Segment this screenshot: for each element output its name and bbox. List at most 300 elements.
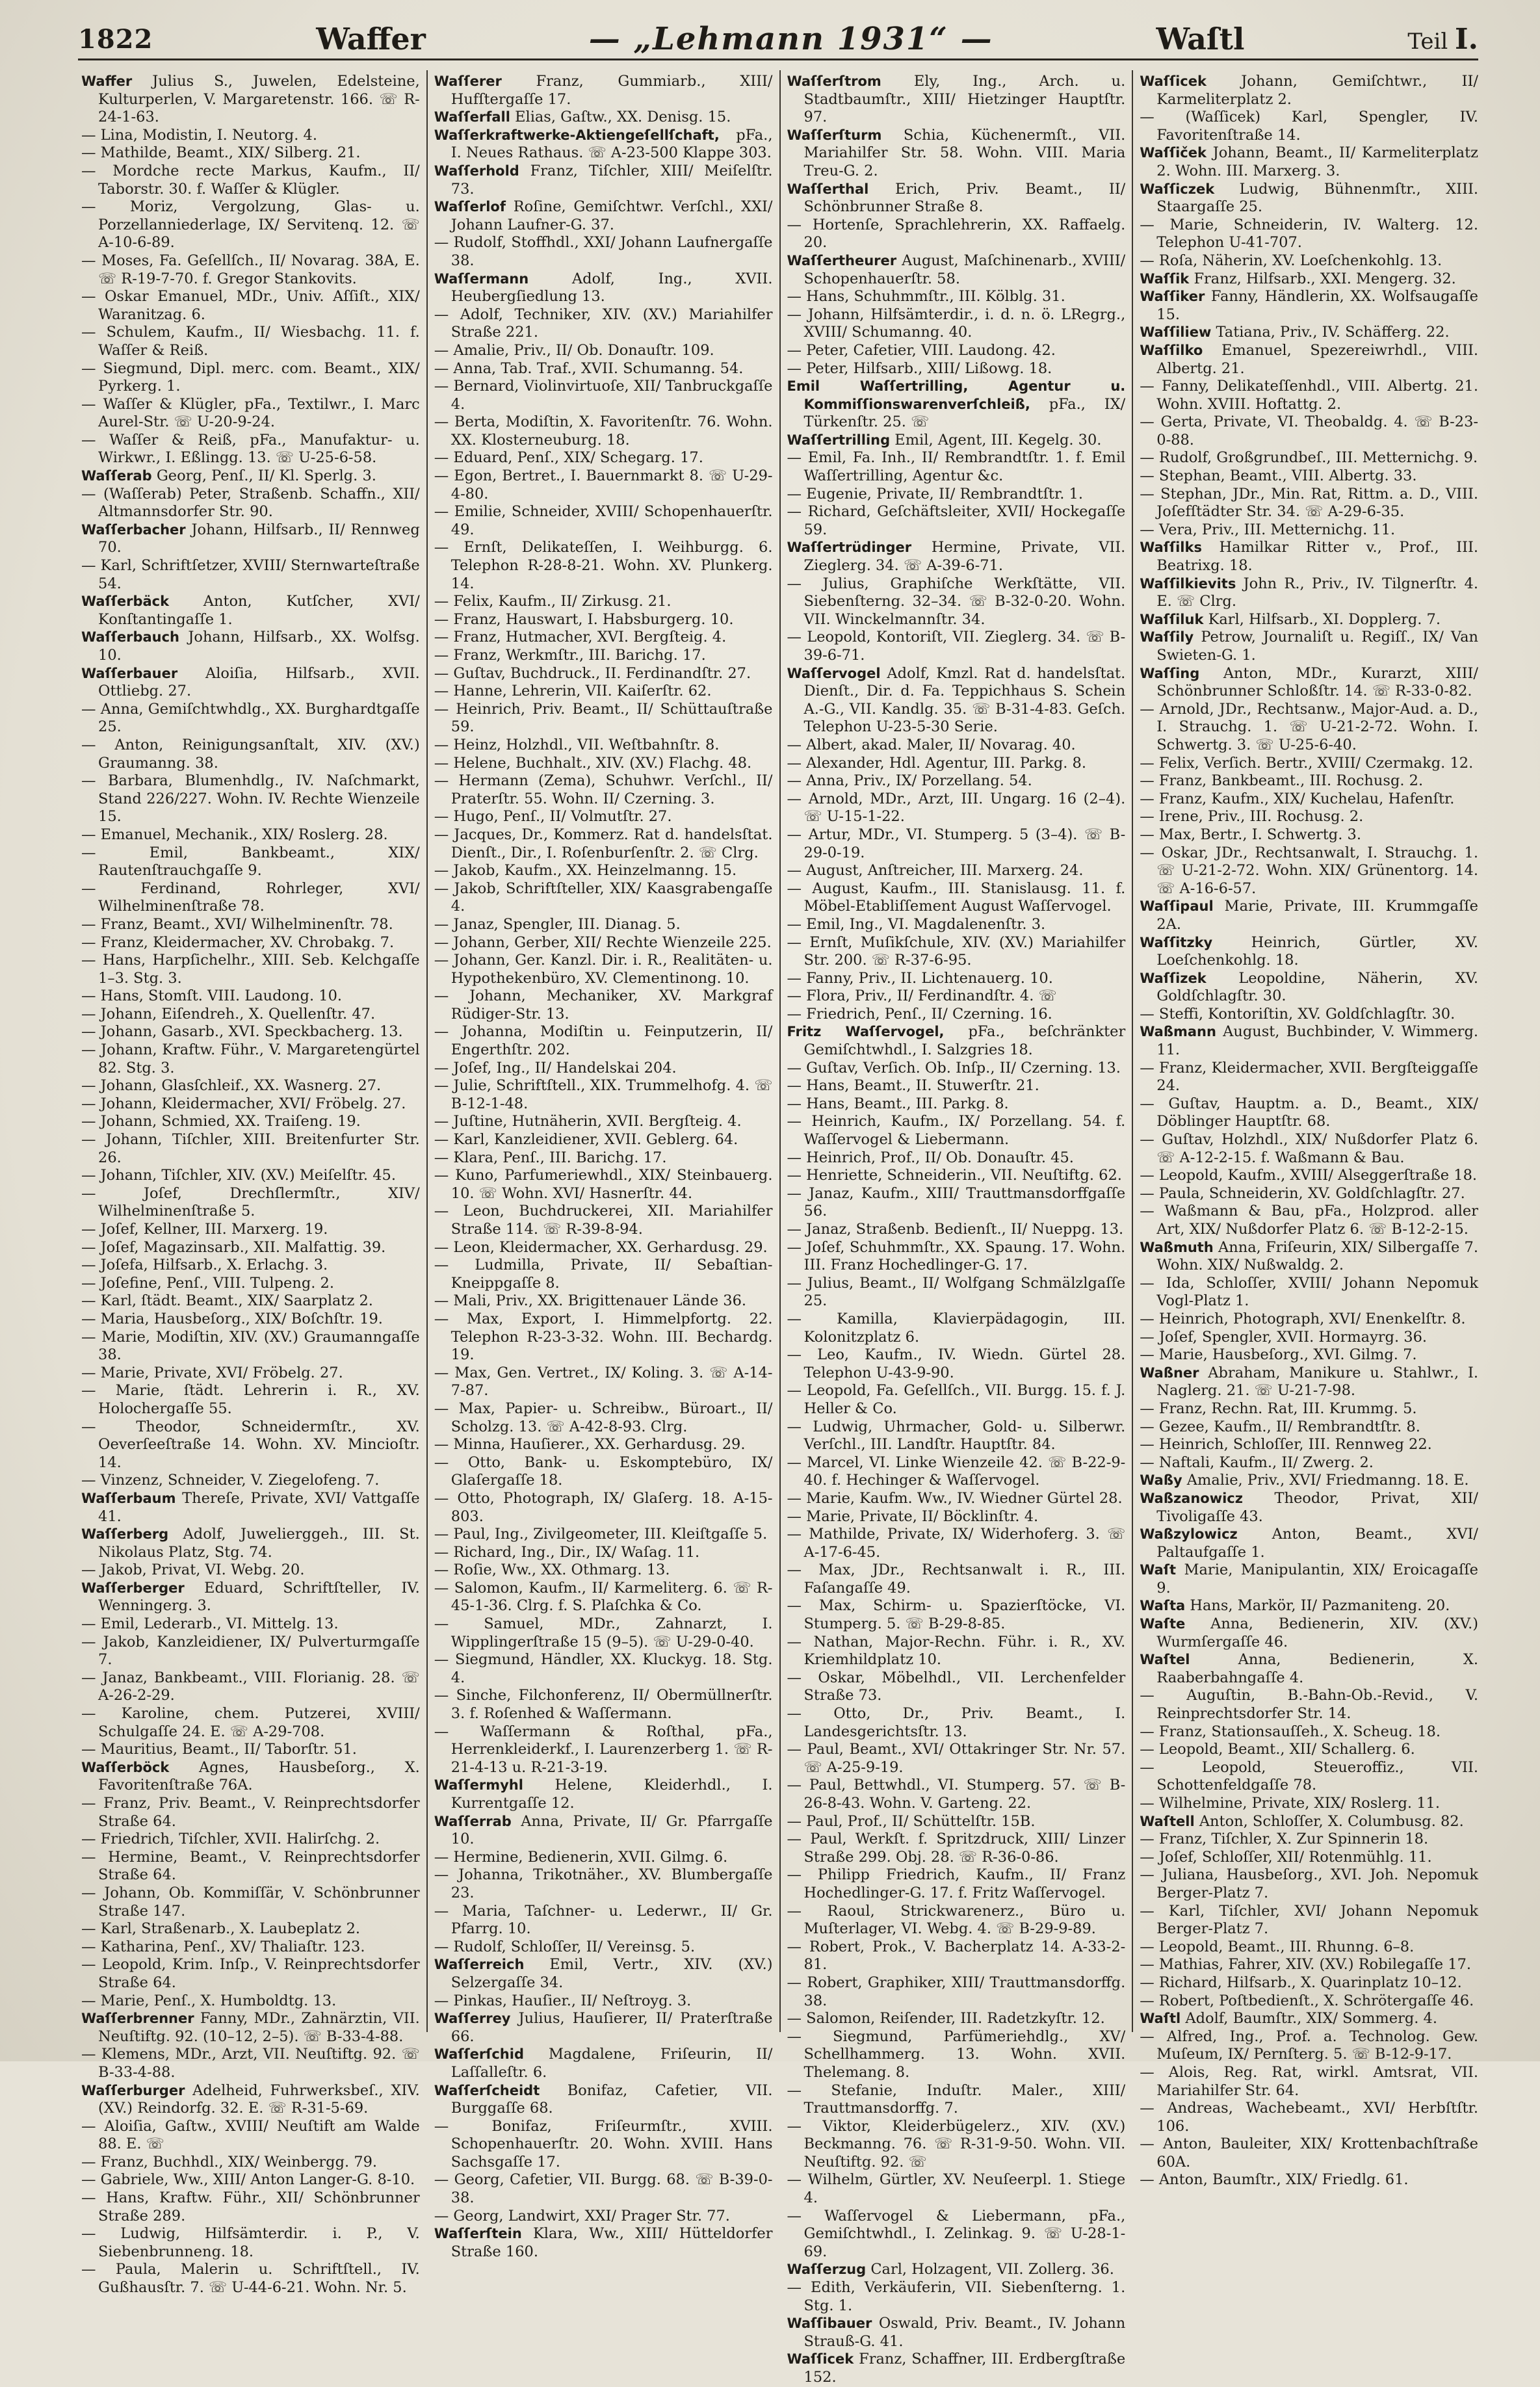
directory-entry	[434, 73, 773, 109]
entry-details: — Waſſervogel & Liebermann, pFa., Gemiſchtwhdl., I. Zelinkag. 9. ☏ U-28-1-69.	[787, 2207, 1126, 2260]
directory-entry	[434, 270, 773, 306]
entry-details: Franz, Schaffner, III. Erdbergſtraße 152.	[803, 2351, 1126, 2386]
directory-entry	[434, 1992, 773, 2011]
directory-entry	[434, 1436, 773, 1454]
entry-details: — Kamilla, Klavierpädagogin, III. Kolonitzplatz 6.	[787, 1310, 1126, 1346]
directory-entry	[434, 737, 773, 755]
entry-surname: Waſſerbrenner	[81, 2011, 194, 2027]
directory-entry	[434, 1687, 773, 1723]
entry-details: — Robert, Prok., V. Bacherplatz 14. A-33-2-81.	[787, 1938, 1126, 1974]
entry-surname: Waßmann	[1140, 1024, 1216, 1040]
directory-entry	[1140, 1561, 1478, 1597]
entry-details: — Oskar Emanuel, MDr., Univ. Aſſiſt., XIX/ Waranitzag. 6.	[81, 288, 420, 323]
directory-entry	[787, 916, 1126, 934]
entry-details: — Franz, Kaufm., XIX/ Kuchelau, Hafenſtr.	[1140, 790, 1455, 807]
entry-details: — Johann, Ger. Kanzl. Dir. i. R., Realitäten- u. Hypothekenbüro, XV. Clementinong. 10.	[434, 952, 773, 987]
directory-entry	[81, 288, 420, 324]
entry-details: — Franz, Beamt., XVI/ Wilhelminenſtr. 78.	[81, 915, 393, 933]
directory-entry	[1140, 1813, 1478, 1831]
directory-entry	[81, 127, 420, 145]
directory-entry	[1140, 216, 1478, 252]
part-number: I.	[1455, 22, 1478, 56]
directory-entry	[1140, 1974, 1478, 1992]
directory-entry	[787, 306, 1126, 342]
directory-entry	[787, 73, 1126, 127]
directory-entry	[1140, 772, 1478, 790]
directory-columns	[75, 70, 1485, 2386]
entry-details: — Maria, Hausbeſorg., XIX/ Boſchſtr. 19.	[81, 1310, 383, 1327]
directory-entry	[434, 413, 773, 449]
entry-details: — Rudolf, Schloſſer, II/ Vereinsg. 5.	[434, 1938, 696, 1955]
directory-entry	[434, 163, 773, 198]
entry-details: — Marie, Penſ., X. Humboldtg. 13.	[81, 1992, 337, 2009]
entry-details: Julius S., Juwelen, Edelsteine, Kulturperlen, V. Margaretenstr. 166. ☏ R-24-1-63.	[98, 73, 420, 126]
entry-details: — Joſef, Drechſlermſtr., XIV/ Wilhelminenſtraße 5.	[81, 1184, 420, 1220]
directory-entry	[81, 1006, 420, 1024]
entry-surname: Waſſerer	[434, 73, 502, 89]
entry-details: — Georg, Landwirt, XXI/ Prager Str. 77.	[434, 2207, 730, 2224]
entry-details: — Paul, Beamt., XVI/ Ottakringer Str. Nr. 57. ☏ A-25-9-19.	[787, 1741, 1126, 1776]
entry-details: — Anton, Baumſtr., XIX/ Friedlg. 61.	[1140, 2171, 1409, 2189]
entry-details: — (Waſſerab) Peter, Straßenb. Schaffn., XII/ Altmannsdorfer Str. 90.	[81, 485, 420, 521]
entry-details: — Katharina, Penſ., XV/ Thaliaſtr. 123.	[81, 1938, 365, 1955]
directory-entry	[434, 1149, 773, 1167]
directory-entry	[81, 987, 420, 1006]
directory-entry	[434, 1167, 773, 1203]
directory-entry	[1140, 1454, 1478, 1472]
entry-details: — Maria, Taſchner- u. Lederwr., II/ Gr. Pfarrg. 10.	[434, 1902, 773, 1938]
entry-details: — Juliana, Hausbeſorg., XVI. Joh. Nepomuk Berger-Platz 7.	[1140, 1866, 1478, 1901]
directory-entry	[1140, 270, 1478, 289]
directory-entry	[1140, 1938, 1478, 1957]
directory-entry	[787, 934, 1126, 970]
entry-details: — Guſtav, Hauptm. a. D., Beamt., XIX/ Döblinger Hauptſtr. 68.	[1140, 1095, 1478, 1130]
entry-details: — Joſef, Spengler, XVII. Hormayrg. 36.	[1140, 1328, 1428, 1346]
entry-details: — Felix, Verſich. Bertr., XVIII/ Czermakg. 12.	[1140, 754, 1474, 772]
entry-details: Johann, Hilfsarb., II/ Rennweg 70.	[98, 521, 420, 556]
directory-entry	[81, 144, 420, 163]
directory-entry	[81, 844, 420, 880]
entry-details: — Wilhelm, Gürtler, XV. Neuſeerpl. 1. Stiege 4.	[787, 2171, 1126, 2207]
directory-entry	[434, 1077, 773, 1113]
directory-entry	[434, 952, 773, 987]
directory-entry	[434, 862, 773, 880]
directory-entry	[1140, 1095, 1478, 1131]
entry-surname: Waſtel	[1140, 1652, 1190, 1668]
directory-entry	[81, 934, 420, 952]
directory-entry	[1140, 449, 1478, 467]
directory-entry	[1140, 486, 1478, 521]
entry-surname: Waſſerthal	[787, 181, 869, 197]
entry-details: — Richard, Ing., Dir., IX/ Waſag. 11.	[434, 1543, 700, 1561]
entry-surname: Waſta	[1140, 1598, 1186, 1614]
entry-details: — Joſef, Magazinsarb., XII. Malfattig. 39.	[81, 1238, 386, 1256]
entry-details: — Minna, Hauſierer., XX. Gerhardusg. 29.	[434, 1436, 746, 1454]
directory-entry	[434, 629, 773, 647]
entry-details: Klara, Ww., XIII/ Hütteldorfer Straße 160.	[450, 2225, 773, 2260]
entry-surname: Fritz Waſſervogel,	[787, 1024, 945, 1040]
entry-surname: Waſſily	[1140, 629, 1194, 646]
directory-entry	[81, 1634, 420, 1669]
directory-entry	[1140, 1436, 1478, 1454]
entry-details: — Anna, Tab. Traf., XVII. Schumanng. 54.	[434, 359, 744, 377]
entry-details: — Roſa, Näherin, XV. Loeſchenkohlg. 13.	[1140, 252, 1442, 269]
entry-details: Georg, Penſ., II/ Kl. Sperlg. 3.	[156, 467, 376, 485]
entry-surname: Waſſerſturm	[787, 127, 882, 143]
directory-entry	[81, 1580, 420, 1615]
directory-entry	[1140, 342, 1478, 378]
entry-details: — Franz, Hutmacher, XVI. Bergſteig. 4.	[434, 629, 727, 646]
entry-details: — Hermann (Zema), Schuhwr. Verſchl., II/ Praterſtr. 55. Wohn. II/ Czerning. 3.	[434, 772, 773, 807]
directory-entry	[1140, 1023, 1478, 1059]
directory-entry	[81, 1221, 420, 1239]
directory-entry	[81, 2046, 420, 2081]
directory-entry	[1140, 1364, 1478, 1400]
directory-entry	[434, 1561, 773, 1580]
entry-details: — Wilhelmine, Private, XIX/ Roslerg. 11.	[1140, 1795, 1440, 1812]
directory-entry	[1140, 2100, 1478, 2135]
entry-details: — Johann, Tiſchler, XIV. (XV.) Meiſelſtr. 45.	[81, 1167, 396, 1184]
entry-details: Anna, Bedienerin, XIV. (XV.) Wurmſergaſſe 46.	[1156, 1615, 1478, 1650]
entry-surname: Waßner	[1140, 1364, 1199, 1381]
entry-details: — Emil, Ing., VI. Magdalenenſtr. 3.	[787, 915, 1046, 933]
directory-entry	[434, 1364, 773, 1400]
entry-details: — Lina, Modistin, I. Neutorg. 4.	[81, 126, 317, 144]
directory-entry	[434, 2225, 773, 2261]
entry-details: — Emil, Bankbeamt., XIX/ Rautenſtrauchgaſſe 9.	[81, 844, 420, 880]
directory-entry	[81, 1992, 420, 2011]
directory-entry	[81, 1095, 420, 1114]
directory-entry	[787, 1149, 1126, 1167]
directory-entry	[787, 755, 1126, 773]
directory-entry	[81, 2154, 420, 2172]
entry-surname: Waſſiček	[1140, 145, 1207, 161]
entry-details: — Juſtine, Hutnäherin, XVII. Bergſteig. 4.	[434, 1113, 742, 1130]
entry-details: — Schulem, Kaufm., II/ Wiesbachg. 11. f. Waſſer & Reiß.	[81, 324, 420, 359]
entry-surname: Waſſerberg	[81, 1526, 169, 1543]
directory-entry	[787, 2028, 1126, 2082]
entry-details: Anton, MDr., Kurarzt, XIII/ Schönbrunner Schloßſtr. 14. ☏ R-33-0-82.	[1156, 664, 1479, 700]
directory-entry	[1140, 1795, 1478, 1813]
entry-details: — Franz, Hauswart, I. Habsburgerg. 10.	[434, 610, 734, 628]
entry-details: — Marie, Private, XVI/ Fröbelg. 27.	[81, 1364, 343, 1381]
directory-entry	[787, 539, 1126, 575]
directory-entry	[787, 1508, 1126, 1526]
entry-details: — Joſef, Kellner, III. Marxerg. 19.	[81, 1221, 328, 1238]
entry-details: — Marie, Schneiderin, IV. Walterg. 12. Telephon U-41-707.	[1140, 216, 1478, 252]
entry-details: Fanny, Händlerin, XX. Wolfsaugaſſe 15.	[1156, 288, 1478, 323]
directory-entry	[434, 1113, 773, 1131]
directory-entry	[81, 701, 420, 737]
entry-details: — Waſſer & Klügler, pFa., Textilwr., I. Marc Aurel-Str. ☏ U-20-9-24.	[81, 395, 420, 431]
directory-entry	[434, 1257, 773, 1292]
entry-details: Roſine, Gemiſchtwr. Verſchl., XXI/ Johann Laufner-G. 37.	[450, 198, 773, 233]
entry-details: — Max, Papier- u. Schreibw., Büroart., II/ Scholzg. 13. ☏ A-42-8-93. Clrg.	[434, 1400, 773, 1435]
entry-details: John R., Priv., IV. Tilgnerſtr. 4. E. ☏ Clrg.	[1156, 575, 1479, 610]
directory-entry	[787, 1454, 1126, 1490]
directory-entry	[787, 737, 1126, 755]
directory-entry	[1140, 109, 1478, 144]
directory-entry	[81, 1561, 420, 1580]
entry-surname: Waſſiliew	[1140, 324, 1212, 341]
directory-entry	[1140, 1185, 1478, 1203]
directory-entry	[787, 1167, 1126, 1185]
entry-surname: Waſſerſchid	[434, 2046, 524, 2063]
directory-entry	[81, 2118, 420, 2154]
directory-entry	[1140, 1615, 1478, 1651]
entry-surname: Waſſiczek	[1140, 181, 1215, 197]
entry-surname: Waſte	[1140, 1616, 1186, 1632]
entry-details: — Gezee, Kaufm., II/ Rembrandtſtr. 8.	[1140, 1418, 1420, 1435]
entry-details: — Steffi, Kontoriſtin, XV. Goldſchlagſtr. 30.	[1140, 1005, 1455, 1023]
entry-details: Adolf, Baumſtr., XIX/ Sommerg. 4.	[1185, 2010, 1438, 2028]
directory-entry	[81, 1615, 420, 1634]
directory-entry	[81, 1831, 420, 1849]
entry-surname: Waſſerbauer	[81, 665, 178, 681]
directory-entry	[787, 1490, 1126, 1508]
entry-details: — Karl, Kanzleidiener, XVII. Geblerg. 64.	[434, 1131, 738, 1149]
directory-entry	[81, 432, 420, 467]
entry-details: — Klara, Penſ., III. Barichg. 17.	[434, 1149, 667, 1166]
entry-details: — Julius, Graphiſche Werkſtätte, VII. Siebenſterng. 32–34. ☏ B-32-0-20. Wohn. VII. Winckelmannſtr. 34.	[787, 575, 1126, 628]
entry-details: — Albert, akad. Maler, II/ Novarag. 40.	[787, 736, 1076, 753]
directory-entry	[434, 1777, 773, 1812]
entry-details: — Franz, Priv. Beamt., V. Reinprechtsdorfer Straße 64.	[81, 1795, 420, 1830]
entry-details: — Joſefine, Penſ., VIII. Tulpeng. 2.	[81, 1274, 334, 1292]
directory-entry	[81, 163, 420, 198]
directory-entry	[787, 1974, 1126, 2010]
entry-details: — Alexander, Hdl. Agentur, III. Parkg. 8.	[787, 754, 1086, 772]
directory-entry	[1140, 1472, 1478, 1490]
directory-entry	[787, 2208, 1126, 2262]
directory-entry	[434, 1490, 773, 1526]
entry-details: Anton, Kutſcher, XVI/ Konſtantingaſſe 1.	[98, 593, 420, 628]
entry-details: — Hans, Harpſichelhr., XIII. Seb. Kelchgaſſe 1–3. Stg. 3.	[81, 952, 420, 987]
directory-entry	[81, 1257, 420, 1275]
entry-details: — Guſtav, Verſich. Ob. Inſp., II/ Czerning. 13.	[787, 1059, 1121, 1076]
directory-entry	[1140, 1741, 1478, 1759]
entry-details: — Joſef, Ing., II/ Handelskai 204.	[434, 1059, 677, 1076]
directory-entry	[434, 934, 773, 952]
entry-details: — Sinche, Filchonferenz, II/ Obermüllnerſtr. 3. f. Roſenhed & Waſſermann.	[434, 1687, 773, 1723]
directory-entry	[434, 1131, 773, 1149]
entry-details: — Marcel, VI. Linke Wienzeile 42. ☏ B-22-9-40. f. Hechinger & Waſſervogel.	[787, 1454, 1126, 1489]
directory-entry	[787, 1777, 1126, 1812]
entry-details: — Oskar, JDr., Rechtsanwalt, I. Strauchg. 1. ☏ U-21-2-72. Wohn. XIX/ Grünentorg. 14. ☏ A-16-6-57.	[1140, 844, 1478, 897]
entry-surname: Waſſerböck	[81, 1759, 170, 1775]
directory-entry	[787, 2261, 1126, 2279]
directory-entry	[434, 1903, 773, 1938]
directory-entry	[787, 378, 1126, 432]
part-indicator	[1407, 23, 1478, 56]
directory-entry	[81, 1938, 420, 1957]
entry-details: — Franz, Kleidermacher, XV. Chrobakg. 7.	[81, 933, 395, 951]
entry-details: — Julie, Schriftſtell., XIX. Trummelhofg. 4. ☏ B-12-1-48.	[434, 1077, 773, 1112]
entry-details: — Max, Export, I. Himmelpfortg. 22. Telephon R-23-3-32. Wohn. III. Bechardg. 19.	[434, 1310, 773, 1364]
directory-entry	[81, 2261, 420, 2297]
entry-details: — Hermine, Bedienerin, XVII. Gilmg. 6.	[434, 1848, 728, 1866]
entry-details: — Heinrich, Prof., II/ Ob. Donauſtr. 45.	[787, 1149, 1074, 1166]
entry-details: Johann, Gemiſchtwr., II/ Karmeliterplatz 2.	[1156, 73, 1478, 108]
entry-details: — Siegmund, Parfümeriehdlg., XV/ Schellhammerg. 13. Wohn. XVII. Thelemang. 8.	[787, 2028, 1126, 2081]
entry-surname: Waſſerrab	[434, 1813, 512, 1829]
entry-details: — Felix, Kaufm., II/ Zirkusg. 21.	[434, 593, 672, 610]
directory-entry	[434, 1060, 773, 1078]
entry-details: — Mali, Priv., XX. Brigittenauer Lände 36.	[434, 1292, 747, 1310]
directory-entry	[81, 521, 420, 557]
directory-entry	[81, 1113, 420, 1131]
directory-entry	[787, 432, 1126, 450]
left-keyword: Waffer	[316, 21, 426, 57]
directory-entry	[787, 2010, 1126, 2028]
directory-entry	[787, 1006, 1126, 1024]
directory-entry	[81, 2171, 420, 2189]
entry-details: — Jakob, Privat, VI. Webg. 20.	[81, 1561, 305, 1579]
entry-details: — Samuel, MDr., Zahnarzt, I. Wipplingerſtraße 15 (9–5). ☏ U-29-0-40.	[434, 1615, 773, 1650]
directory-entry	[81, 665, 420, 701]
directory-entry	[787, 2171, 1126, 2207]
entry-details: Anna, Bedienerin, X. Raaberbahngaſſe 4.	[1156, 1651, 1478, 1686]
entry-details: — Heinrich, Schloſſer, III. Rennweg 22.	[1140, 1436, 1432, 1454]
entry-details: — Leon, Kleidermacher, XX. Gerhardusg. 29.	[434, 1238, 768, 1256]
entry-details: — Klemens, MDr., Arzt, VII. Neuſtiftg. 92. ☏ B-33-4-88.	[81, 2046, 420, 2081]
page-title: — „Lehmann 1931“ —	[588, 21, 993, 57]
entry-details: — Jacques, Dr., Kommerz. Rat d. handelsſtat. Dienſt., Dir., I. Roſenburſenſtr. 2. ☏ Clrg.	[434, 826, 773, 861]
directory-entry	[81, 2082, 420, 2118]
directory-entry	[1140, 1346, 1478, 1364]
entry-details: — Mathilde, Beamt., XIX/ Silberg. 21.	[81, 144, 361, 162]
entry-details: — Peter, Cafetier, VIII. Laudong. 42.	[787, 341, 1056, 359]
entry-details: — Jakob, Kanzleidiener, IX/ Pulverturmgaſſe 7.	[81, 1633, 420, 1669]
directory-entry	[81, 2010, 420, 2046]
entry-surname: Waßmuth	[1140, 1239, 1214, 1255]
entry-surname: Waſſicek	[787, 2351, 854, 2367]
directory-entry	[81, 1885, 420, 1920]
entry-details: — Johann, Kraftw. Führ., V. Margaretengürtel 82. Stg. 3.	[81, 1041, 420, 1076]
entry-details: — Gabriele, Ww., XIII/ Anton Langer-G. 8-10.	[81, 2171, 415, 2189]
directory-entry	[81, 737, 420, 772]
directory-entry	[1140, 1849, 1478, 1867]
directory-entry	[81, 1849, 420, 1885]
directory-entry	[1140, 2028, 1478, 2064]
entry-details: — Richard, Geſchäftsleiter, XVII/ Hockegaſſe 59.	[787, 503, 1126, 538]
column-1	[75, 70, 428, 2297]
directory-entry	[81, 1311, 420, 1329]
entry-surname: Waſſerkraftwerke-Aktiengeſellſchaft,	[434, 127, 720, 143]
directory-entry	[787, 1185, 1126, 1221]
entry-details: pFa., I. Neues Rathaus. ☏ A-23-500 Klappe 303.	[450, 126, 773, 162]
directory-entry	[787, 216, 1126, 252]
entry-details: Helene, Kleiderhdl., I. Kurrentgaſſe 12.	[450, 1777, 773, 1812]
entry-details: Bonifaz, Cafetier, VII. Burggaſſe 68.	[450, 2081, 773, 2117]
entry-details: — Eduard, Penſ., XIX/ Schegarg. 17.	[434, 449, 703, 467]
directory-entry	[81, 2225, 420, 2261]
entry-details: — Hanne, Lehrerin, VII. Kaiſerſtr. 62.	[434, 683, 712, 700]
directory-entry	[1140, 665, 1478, 701]
entry-details: — Mauritius, Beamt., II/ Taborſtr. 51.	[81, 1741, 357, 1758]
entry-details: Magdalene, Friſeurin, II/ Laſſalleſtr. 6.	[450, 2046, 773, 2081]
directory-entry	[81, 772, 420, 826]
directory-entry	[787, 1526, 1126, 1561]
directory-entry	[787, 970, 1126, 988]
entry-details: — Otto, Bank- u. Eskomptebüro, IX/ Glaſergaſſe 18.	[434, 1454, 773, 1489]
entry-details: — Stefanie, Induſtr. Maler., XIII/ Trauttmansdorffg. 7.	[787, 2081, 1126, 2117]
entry-details: — Johann, Kleidermacher, XVI/ Fröbelg. 27.	[81, 1095, 406, 1112]
directory-entry	[1140, 1131, 1478, 1167]
entry-details: — Vinzenz, Schneider, V. Ziegelofeng. 7.	[81, 1472, 380, 1489]
entry-details: — Johann, Tiſchler, XIII. Breitenfurter Str. 26.	[81, 1131, 420, 1166]
directory-entry	[787, 1023, 1126, 1059]
directory-entry	[787, 1221, 1126, 1239]
directory-entry	[787, 1346, 1126, 1382]
entry-details: — Oskar, Möbelhdl., VII. Lerchenfelder Straße 73.	[787, 1669, 1126, 1704]
entry-details: — Hans, Stomſt. VIII. Laudong. 10.	[81, 987, 343, 1005]
directory-entry	[1140, 2171, 1478, 2189]
entry-details: — Moriz, Vergolzung, Glas- u. Porzellanniederlage, IX/ Servitenq. 12. ☏ A-10-6-89.	[81, 198, 420, 252]
entry-surname: Waſſertrüdinger	[787, 540, 912, 556]
directory-entry	[787, 1275, 1126, 1311]
entry-surname: Waſſerab	[81, 468, 152, 484]
entry-details: Franz, Tiſchler, XIII/ Meiſelſtr. 73.	[450, 162, 773, 198]
directory-entry	[434, 2082, 773, 2118]
directory-entry	[434, 611, 773, 629]
entry-details: — Hans, Schuhmmſtr., III. Kölblg. 31.	[787, 288, 1065, 306]
directory-entry	[787, 575, 1126, 629]
directory-entry	[81, 1526, 420, 1561]
entry-details: Tatiana, Priv., IV. Schäfferg. 22.	[1216, 324, 1450, 341]
directory-entry	[434, 1651, 773, 1687]
directory-entry	[1140, 934, 1478, 970]
entry-details: Anna, Friſeurin, XIX/ Silbergaſſe 7. Wohn. XIX/ Nußwaldg. 2.	[1156, 1238, 1478, 1274]
entry-details: — Johann, Schmied, XX. Traiſeng. 19.	[81, 1113, 361, 1130]
entry-surname: Waſſermyhl	[434, 1777, 523, 1794]
directory-entry	[434, 234, 773, 270]
entry-surname: Waſſicek	[1140, 73, 1207, 89]
entry-details: Ely, Ing., Arch. u. Stadtbaumſtr., XIII/ Hietzinger Hauptſtr. 97.	[803, 73, 1126, 126]
entry-details: — Heinrich, Kaufm., IX/ Porzellang. 54. f. Waſſervogel & Liebermann.	[787, 1113, 1126, 1149]
directory-entry	[787, 1669, 1126, 1705]
directory-entry	[434, 647, 773, 665]
entry-details: — Heinrich, Photograph, XVI/ Enenkelſtr. 8.	[1140, 1310, 1466, 1327]
entry-details: Schia, Küchenermſt., VII. Mariahilfer Str. 58. Wohn. VIII. Maria Treu-G. 2.	[803, 126, 1126, 179]
directory-entry	[787, 1634, 1126, 1669]
entry-details: — Fanny, Priv., II. Lichtenauerg. 10.	[787, 969, 1053, 987]
entry-details: — Anton, Bauleiter, XIX/ Krottenbachſtraße 60A.	[1140, 2135, 1478, 2171]
directory-entry	[81, 486, 420, 521]
directory-entry	[1140, 1831, 1478, 1849]
entry-details: — Eugenie, Private, II/ Rembrandtſtr. 1.	[787, 485, 1084, 502]
entry-details: Hans, Markör, II/ Pazmaniteng. 20.	[1190, 1597, 1450, 1615]
entry-details: — Philipp Friedrich, Kaufm., II/ Franz Hochedlinger-G. 17. f. Fritz Waſſervogel.	[787, 1866, 1126, 1901]
entry-details: — Ernſt, Muſikſchule, XIV. (XV.) Mariahilfer Str. 200. ☏ R-37-6-95.	[787, 933, 1126, 969]
directory-entry	[434, 701, 773, 737]
directory-entry	[434, 539, 773, 593]
entry-details: Johann, Hilfsarb., XX. Wolfsg. 10.	[98, 629, 420, 664]
entry-details: — Flora, Priv., II/ Ferdinandſtr. 4. ☏	[787, 987, 1057, 1005]
directory-entry	[81, 1472, 420, 1490]
entry-surname: Waſſermann	[434, 270, 529, 287]
entry-details: — Paul, Bettwhdl., VI. Stumperg. 57. ☏ B-26-8-43. Wohn. V. Garteng. 22.	[787, 1777, 1126, 1812]
directory-entry	[434, 1813, 773, 1849]
entry-details: Johann, Beamt., II/ Karmeliterplatz 2. Wohn. III. Marxerg. 3.	[1156, 144, 1478, 179]
directory-entry	[1140, 790, 1478, 809]
entry-details: — Fanny, Delikateſſenhdl., VIII. Albertg. 21. Wohn. XVIII. Hoftattg. 2.	[1140, 378, 1478, 413]
entry-details: — Paul, Ing., Zivilgeometer, III. Kleiſtgaſſe 5.	[434, 1526, 768, 1543]
entry-details: — Alfred, Ing., Prof. a. Technolog. Gew. Muſeum, IX/ Pernſterg. 5. ☏ B-12-9-17.	[1140, 2028, 1478, 2063]
entry-details: — Georg, Cafetier, VII. Burgg. 68. ☏ B-39-0-38.	[434, 2171, 773, 2207]
entry-details: — Jakob, Kaufm., XX. Heinzelmanng. 15.	[434, 862, 737, 880]
directory-entry	[787, 2315, 1126, 2351]
